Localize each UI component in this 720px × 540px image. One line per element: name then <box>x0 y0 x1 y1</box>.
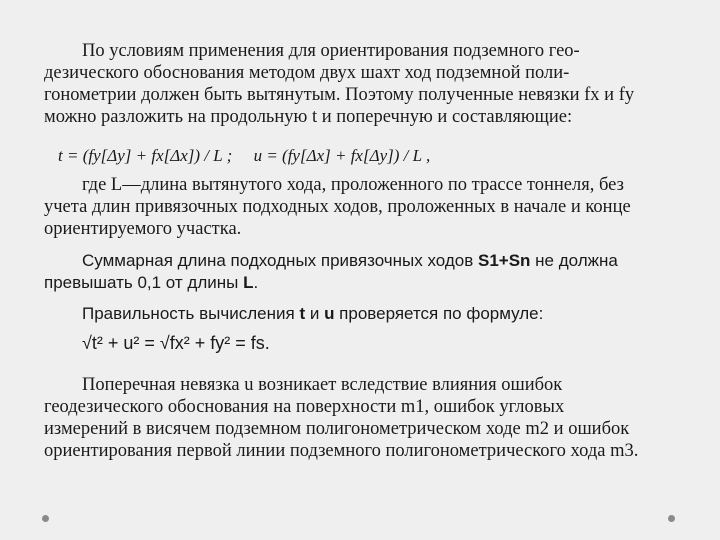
intro-line-4: можно разложить на продольную t и поперечную и составляющие: <box>44 107 573 127</box>
intro-line-1: По условиям применения для ориентирования подземного гео- <box>82 41 580 61</box>
check-u: u <box>324 304 335 323</box>
check-text: Правильность вычисления <box>82 304 300 323</box>
paragraph-where-l <box>44 174 694 240</box>
formula-check-expr: √t² + u² = √fx² + fy² = fs. <box>82 333 270 353</box>
intro-line-2: дезического обоснования методом двух шахт ход подземной поли- <box>44 63 570 83</box>
check-text-after: проверяется по формуле: <box>334 304 544 323</box>
formula-t: t = (fy[Δy] + fx[Δx]) / L ; <box>58 146 233 165</box>
slide-decor-dot-right <box>668 515 675 522</box>
formula-check <box>82 333 270 354</box>
where-line-3: ориентируемого участка. <box>44 219 242 239</box>
formula-u: u = (fy[Δx] + fx[Δy]) / L , <box>253 146 431 165</box>
sum-symbols: S1+Sn <box>477 251 531 270</box>
transverse-line-4: ориентирования первой линии подземного полигонометрического хода m3. <box>44 441 639 461</box>
paragraph-intro <box>44 40 694 128</box>
sum-length-l: L <box>243 273 254 292</box>
transverse-line-2: геодезического обоснования на поверхности m1, ошибок угловых <box>44 397 565 417</box>
transverse-line-3: измерений в висячем подземном полигонометрическом ходе m2 и ошибок <box>44 419 630 439</box>
formula-t-u <box>58 146 430 166</box>
paragraph-sum-length <box>44 250 694 294</box>
intro-line-3: гонометрии должен быть вытянутым. Поэтому полученные невязки fx и fy <box>44 85 635 105</box>
slide-decor-dot-left <box>42 515 49 522</box>
sum-text-after: не должна <box>530 251 618 270</box>
where-line-2: учета длин привязочных подходных ходов, проложенных в начале и конце <box>44 197 631 217</box>
paragraph-transverse <box>44 374 694 462</box>
transverse-line-1: Поперечная невязка u возникает вследствие влияния ошибок <box>82 375 563 395</box>
check-t: t <box>299 304 306 323</box>
paragraph-check <box>44 303 694 325</box>
check-and: и <box>305 304 325 323</box>
where-line-1: где L—длина вытянутого хода, проложенного по трассе тоннеля, без <box>82 175 624 195</box>
sum-line-2-end: . <box>253 273 259 292</box>
sum-line-2: превышать 0,1 от длины <box>44 273 244 292</box>
sum-text: Суммарная длина подходных привязочных ходов <box>82 251 478 270</box>
